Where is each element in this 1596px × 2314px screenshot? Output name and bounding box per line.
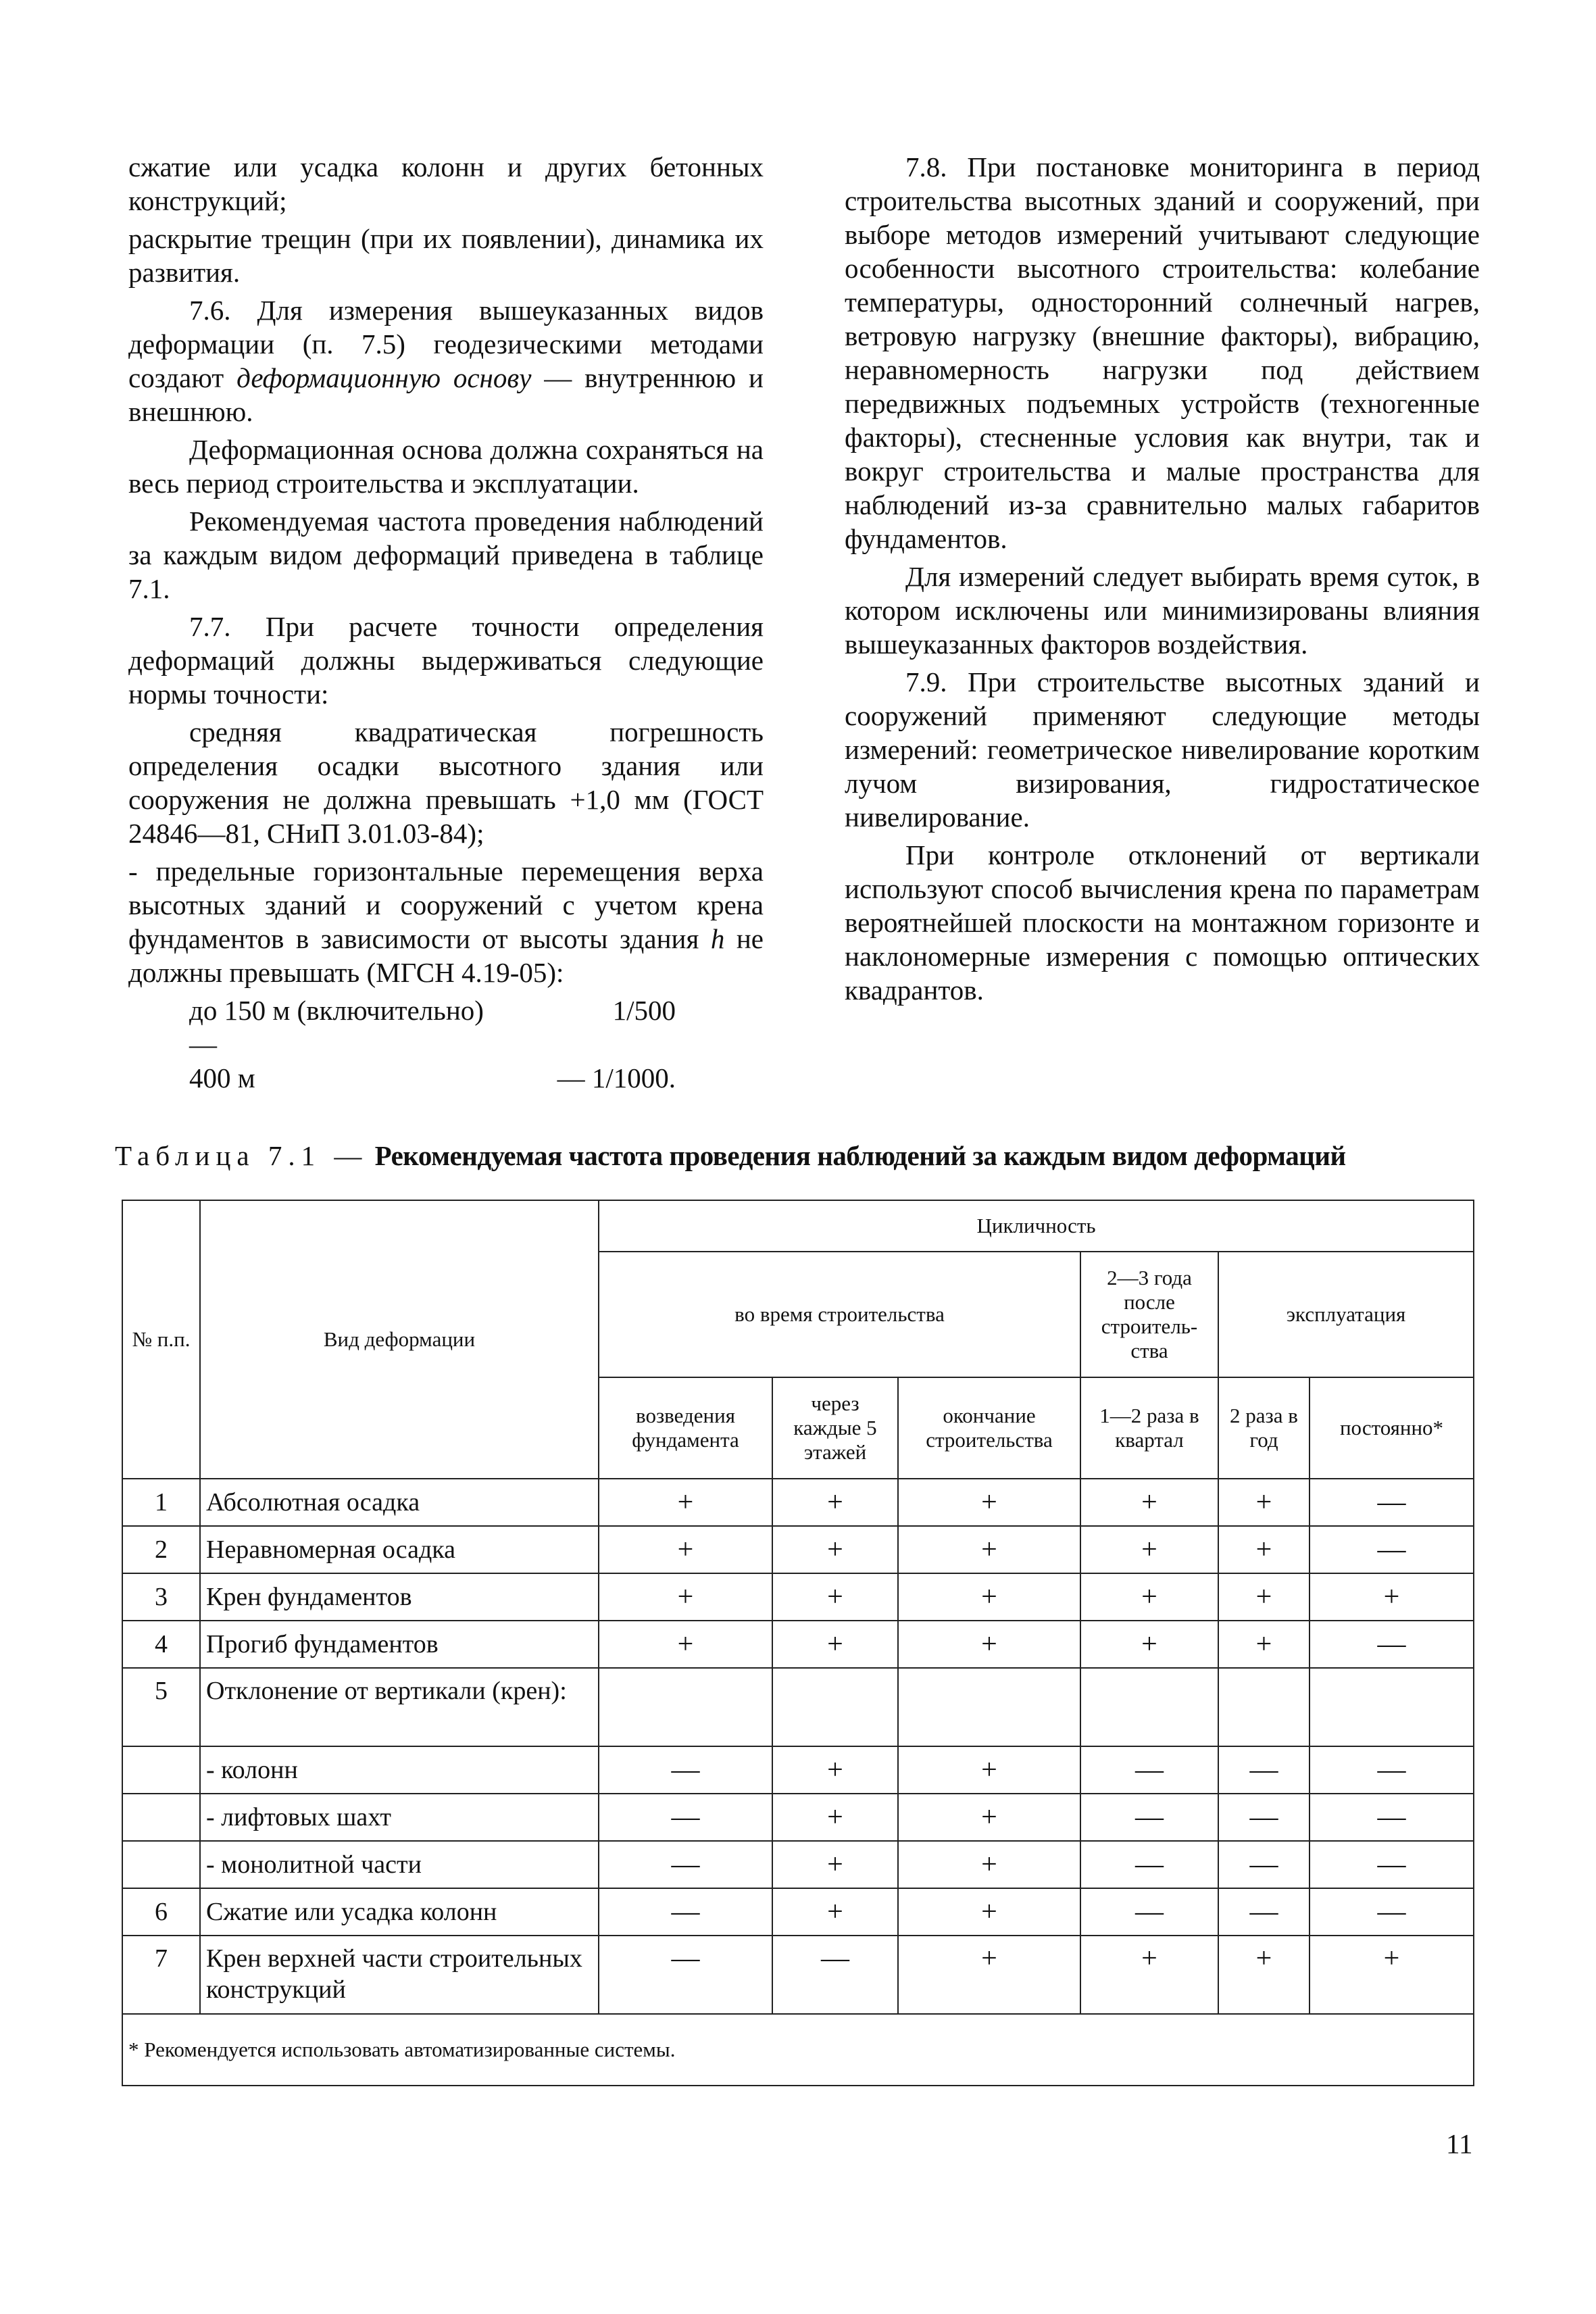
row-mark: — bbox=[1080, 1794, 1218, 1841]
row-name: - колонн bbox=[200, 1746, 599, 1794]
row-mark: — bbox=[599, 1794, 772, 1841]
header-sub: через каждые 5 этажей bbox=[772, 1377, 898, 1479]
limit-value: 1/500 bbox=[612, 995, 676, 1026]
row-mark: + bbox=[898, 1479, 1080, 1526]
row-mark: — bbox=[1218, 1746, 1310, 1794]
row-num: 1 bbox=[122, 1479, 200, 1526]
row-mark: + bbox=[1080, 1479, 1218, 1526]
row-name: Прогиб фундаментов bbox=[200, 1621, 599, 1668]
header-after: 2—3 года после строитель-ства bbox=[1080, 1252, 1218, 1377]
emphasis-h: h bbox=[710, 923, 725, 954]
row-mark: — bbox=[1310, 1841, 1474, 1888]
row-mark: — bbox=[1310, 1621, 1474, 1668]
row-mark: + bbox=[1080, 1936, 1218, 2014]
row-name: - лифтовых шахт bbox=[200, 1794, 599, 1841]
row-mark: + bbox=[1218, 1526, 1310, 1573]
row-mark: + bbox=[599, 1573, 772, 1621]
table-row bbox=[122, 1526, 1474, 1573]
table-footnote: * Рекомендуется использовать автоматизированные системы. bbox=[122, 2014, 1474, 2086]
row-mark bbox=[898, 1668, 1080, 1746]
table-row bbox=[122, 1668, 1474, 1746]
row-mark: + bbox=[1218, 1479, 1310, 1526]
row-mark: + bbox=[599, 1621, 772, 1668]
row-mark: + bbox=[898, 1526, 1080, 1573]
table-row bbox=[122, 1746, 1474, 1794]
row-mark: + bbox=[772, 1621, 898, 1668]
row-num bbox=[122, 1841, 200, 1888]
row-mark: + bbox=[898, 1621, 1080, 1668]
header-cyclicity: Цикличность bbox=[599, 1200, 1474, 1252]
paragraph: Для измерений следует выбирать время суток, в котором исключены или минимизированы влияния вышеуказанных факторов воздействия. bbox=[845, 561, 1480, 660]
table-caption-prefix: Таблица 7.1 — bbox=[115, 1140, 368, 1171]
paragraph: При контроле отклонений от вертикали используют способ вычисления крена по параметрам вероятнейшей плоскости на монтажном горизонте и наклономерные измерения с помощью оптических квадрантов. bbox=[845, 839, 1480, 1006]
row-num bbox=[122, 1746, 200, 1794]
row-mark bbox=[1218, 1668, 1310, 1746]
row-name: Крен верхней части строительных конструкций bbox=[200, 1936, 599, 2014]
row-name: Сжатие или усадка колонн bbox=[200, 1888, 599, 1936]
row-mark: — bbox=[1218, 1794, 1310, 1841]
table-row bbox=[122, 1841, 1474, 1888]
left-column bbox=[128, 150, 764, 1095]
row-num: 4 bbox=[122, 1621, 200, 1668]
table-row bbox=[122, 1573, 1474, 1621]
row-mark: — bbox=[1310, 1794, 1474, 1841]
row-mark: — bbox=[599, 1936, 772, 2014]
table-row bbox=[122, 1479, 1474, 1526]
row-name: Абсолютная осадка bbox=[200, 1479, 599, 1526]
row-num: 7 bbox=[122, 1936, 200, 2014]
row-mark: — bbox=[772, 1936, 898, 2014]
deformation-table bbox=[122, 1200, 1474, 2086]
limit-row bbox=[189, 1061, 676, 1095]
table-row bbox=[122, 1888, 1474, 1936]
row-mark: — bbox=[599, 1746, 772, 1794]
header-sub: 1—2 раза в квартал bbox=[1080, 1377, 1218, 1479]
emphasis: деформационную основу bbox=[236, 362, 532, 393]
paragraph-7-7: 7.7. При расчете точности определения деформаций должны выдерживаться следующие нормы точности: bbox=[128, 611, 764, 710]
header-sub: 2 раза в год bbox=[1218, 1377, 1310, 1479]
paragraph: средняя квадратическая погрешность определения осадки высотного здания или сооружения не должна превышать +1,0 мм (ГОСТ 24846—81, СНиП 3.01.03-84); bbox=[128, 716, 764, 849]
limit-label: 400 м bbox=[189, 1062, 255, 1093]
header-during: во время строительства bbox=[599, 1252, 1080, 1377]
header-type: Вид деформации bbox=[200, 1200, 599, 1479]
row-mark: + bbox=[1080, 1573, 1218, 1621]
row-mark: — bbox=[1218, 1888, 1310, 1936]
limit-value: — 1/1000. bbox=[557, 1062, 676, 1093]
paragraph: - предельные горизонтальные перемещения верха высотных зданий и сооружений с учетом крена фундаментов в зависимости от высоты здания h не должны превышать (МГСН 4.19-05): bbox=[128, 856, 764, 988]
header-sub: окончание строительства bbox=[898, 1377, 1080, 1479]
paragraph: Рекомендуемая частота проведения наблюдений за каждым видом деформаций приведена в таблице 7.1. bbox=[128, 506, 764, 604]
row-mark: — bbox=[1310, 1888, 1474, 1936]
row-mark: — bbox=[1310, 1746, 1474, 1794]
table-row bbox=[122, 1621, 1474, 1668]
header-num: № п.п. bbox=[122, 1200, 200, 1479]
row-mark: + bbox=[1218, 1936, 1310, 2014]
row-mark: + bbox=[599, 1526, 772, 1573]
row-num bbox=[122, 1794, 200, 1841]
table-caption-title: Рекомендуемая частота проведения наблюдений за каждым видом деформаций bbox=[374, 1140, 1346, 1171]
row-mark: + bbox=[599, 1479, 772, 1526]
paragraph-7-6: 7.6. Для измерения вышеуказанных видов деформации (п. 7.5) геодезическими методами создают деформационную основу — внутреннюю и внешнюю. bbox=[128, 295, 764, 427]
header-sub: возведения фундамента bbox=[599, 1377, 772, 1479]
paragraph: сжатие или усадка колонн и других бетонных конструкций; bbox=[128, 151, 764, 216]
table-row bbox=[122, 1794, 1474, 1841]
row-mark: — bbox=[1080, 1746, 1218, 1794]
table-row bbox=[122, 1936, 1474, 2014]
row-mark bbox=[1080, 1668, 1218, 1746]
text-columns bbox=[128, 150, 1480, 1096]
row-mark: + bbox=[772, 1526, 898, 1573]
row-mark bbox=[772, 1668, 898, 1746]
row-num: 5 bbox=[122, 1668, 200, 1746]
row-name: Крен фундаментов bbox=[200, 1573, 599, 1621]
row-mark: + bbox=[1310, 1936, 1474, 2014]
row-mark: + bbox=[772, 1573, 898, 1621]
row-mark: + bbox=[772, 1794, 898, 1841]
row-mark bbox=[1310, 1668, 1474, 1746]
row-num: 3 bbox=[122, 1573, 200, 1621]
row-mark bbox=[599, 1668, 772, 1746]
row-num: 6 bbox=[122, 1888, 200, 1936]
row-mark: + bbox=[898, 1794, 1080, 1841]
right-column bbox=[845, 150, 1480, 1011]
paragraph-7-9: 7.9. При строительстве высотных зданий и сооружений применяют следующие методы измерений: геометрическое нивелирование коротким лучом визирования, гидростатическое нивелирование. bbox=[845, 666, 1480, 833]
row-mark: — bbox=[599, 1888, 772, 1936]
row-mark: + bbox=[898, 1746, 1080, 1794]
row-mark: + bbox=[898, 1573, 1080, 1621]
row-mark: + bbox=[772, 1479, 898, 1526]
header-operation: эксплуатация bbox=[1218, 1252, 1474, 1377]
row-mark: — bbox=[599, 1841, 772, 1888]
row-mark: + bbox=[898, 1841, 1080, 1888]
row-mark: — bbox=[1080, 1841, 1218, 1888]
row-mark: + bbox=[1080, 1526, 1218, 1573]
row-mark: + bbox=[772, 1888, 898, 1936]
paragraph: Деформационная основа должна сохраняться на весь период строительства и эксплуатации. bbox=[128, 434, 764, 499]
header-sub: постоянно* bbox=[1310, 1377, 1474, 1479]
limit-row bbox=[189, 993, 676, 1061]
row-name: Отклонение от вертикали (крен): bbox=[200, 1668, 599, 1746]
table-caption bbox=[115, 1139, 1493, 1173]
row-mark: — bbox=[1080, 1888, 1218, 1936]
row-mark: + bbox=[1218, 1573, 1310, 1621]
row-mark: + bbox=[772, 1746, 898, 1794]
row-mark: — bbox=[1218, 1841, 1310, 1888]
page-number: 11 bbox=[1446, 2128, 1473, 2159]
table-footnote-row bbox=[122, 2014, 1474, 2086]
row-name: Неравномерная осадка bbox=[200, 1526, 599, 1573]
paragraph: раскрытие трещин (при их появлении), динамика их развития. bbox=[128, 223, 764, 288]
row-mark: + bbox=[898, 1888, 1080, 1936]
row-num: 2 bbox=[122, 1526, 200, 1573]
row-mark: + bbox=[772, 1841, 898, 1888]
limit-list bbox=[189, 993, 764, 1095]
row-mark: — bbox=[1310, 1479, 1474, 1526]
limit-label: до 150 м (включительно) — bbox=[189, 995, 484, 1060]
row-mark: — bbox=[1310, 1526, 1474, 1573]
row-mark: + bbox=[1310, 1573, 1474, 1621]
row-mark: + bbox=[1218, 1621, 1310, 1668]
row-mark: + bbox=[1080, 1621, 1218, 1668]
row-name: - монолитной части bbox=[200, 1841, 599, 1888]
paragraph-7-8: 7.8. При постановке мониторинга в период строительства высотных зданий и сооружений, при выборе методов измерений учитывают следующие особенности высотного строительства: колебание температуры, односторонний солнечный нагрев, ветровую нагрузку (внешние факторы), вибрацию, неравномерность нагрузки под действием передвижных подъемных устройств (техногенные факторы), стесненные условия как внутри, так и вокруг строительства и малые пространства для наблюдений из-за сравнительно малых габаритов фундаментов. bbox=[845, 151, 1480, 554]
row-mark: + bbox=[898, 1936, 1080, 2014]
